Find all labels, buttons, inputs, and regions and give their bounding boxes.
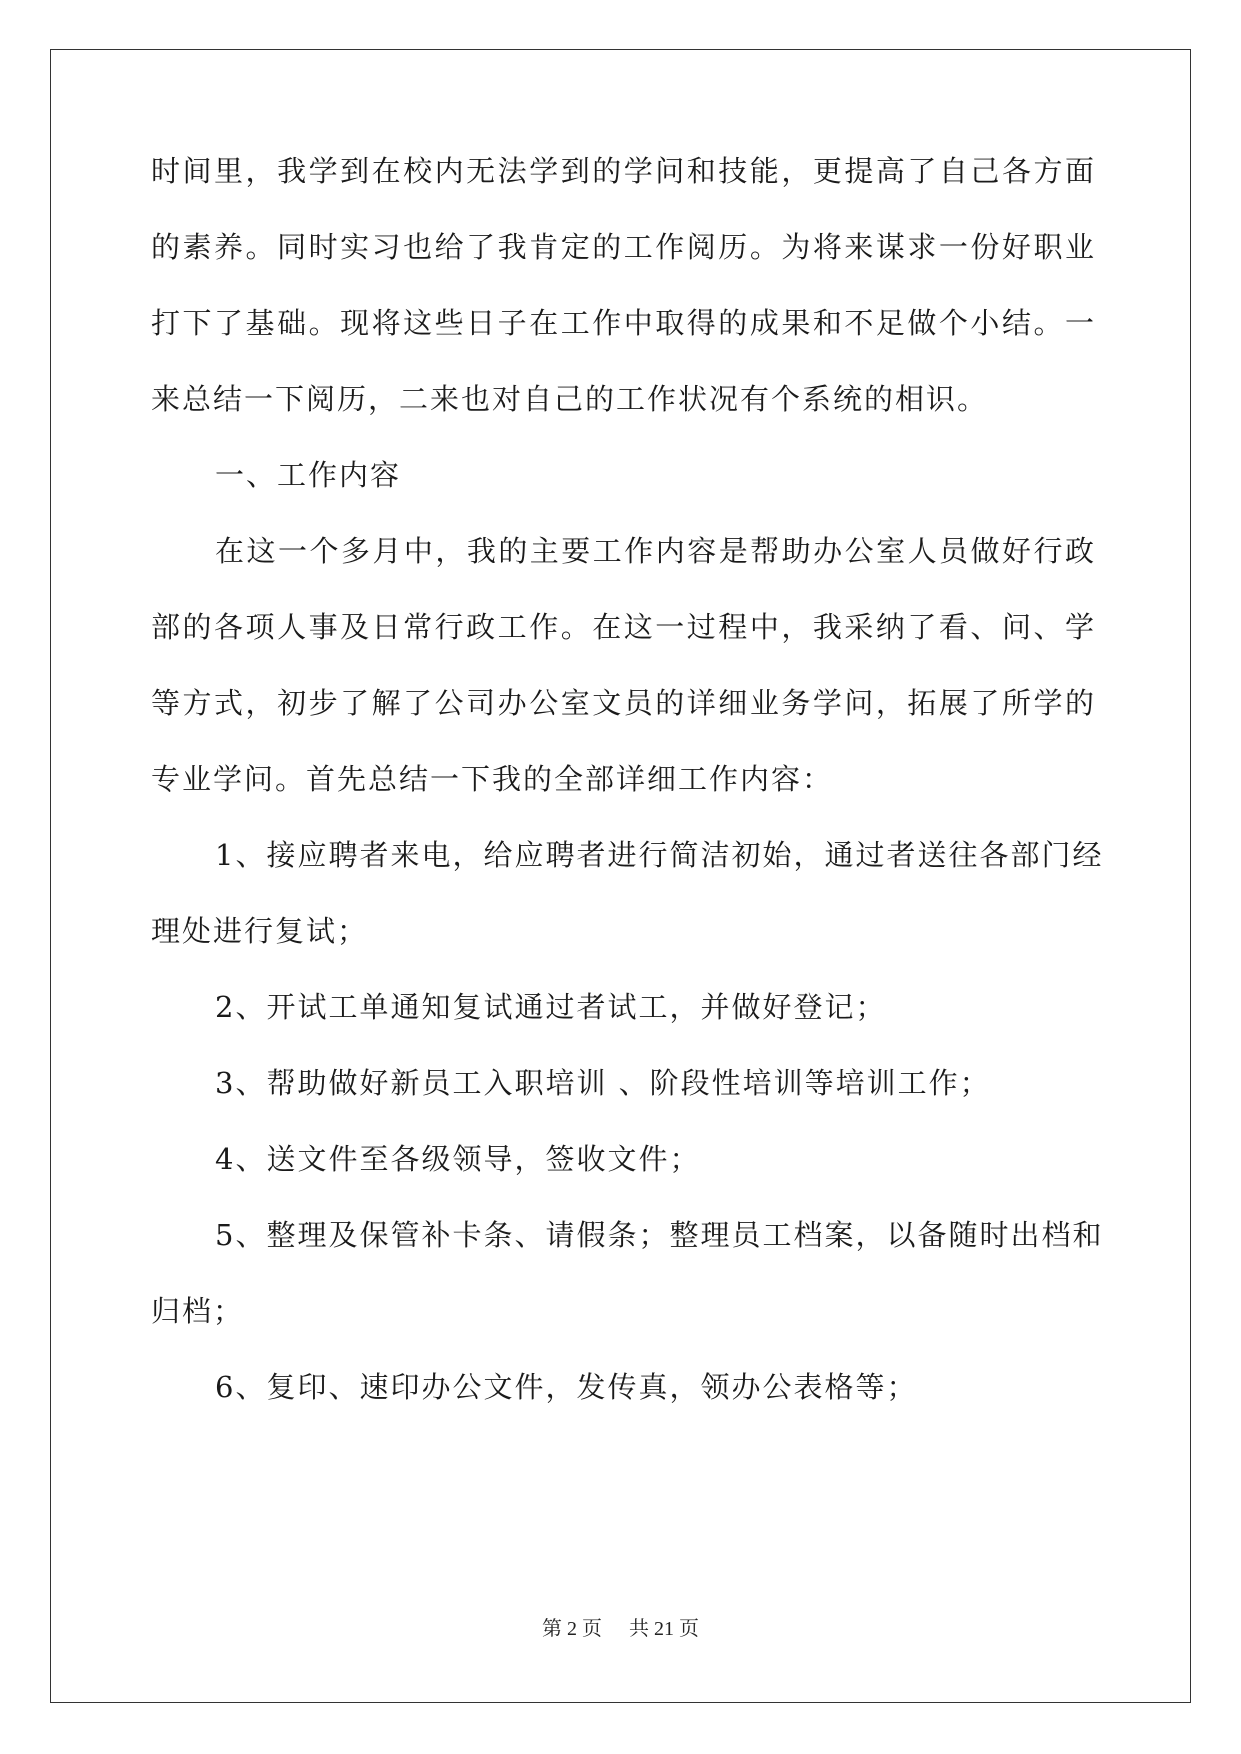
list-item-continuation: 理处进行复试； bbox=[151, 914, 369, 948]
body-paragraph-line: 打下了基础。现将这些日子在工作中取得的成果和不足做个小结。一 bbox=[151, 306, 1096, 340]
list-item: 5、整理及保管补卡条、请假条；整理员工档案，以备随时出档和 bbox=[215, 1218, 1104, 1252]
list-item: 4、送文件至各级领导，签收文件； bbox=[215, 1142, 701, 1176]
body-paragraph-line: 等方式，初步了解了公司办公室文员的详细业务学问，拓展了所学的 bbox=[151, 686, 1096, 720]
list-item: 2、开试工单通知复试通过者试工，并做好登记； bbox=[215, 990, 887, 1024]
list-item: 3、帮助做好新员工入职培训 、阶段性培训等培训工作； bbox=[215, 1066, 991, 1100]
list-item-continuation: 归档； bbox=[151, 1294, 245, 1328]
section-heading: 一、工作内容 bbox=[215, 458, 402, 492]
body-paragraph-line: 专业学问。首先总结一下我的全部详细工作内容： bbox=[151, 762, 834, 796]
body-paragraph-line: 的素养。同时实习也给了我肯定的工作阅历。为将来谋求一份好职业 bbox=[151, 230, 1096, 264]
list-item: 6、复印、速印办公文件，发传真，领办公表格等； bbox=[215, 1370, 918, 1404]
page-border bbox=[50, 49, 1191, 1703]
page-total: 共 21 页 bbox=[629, 1618, 699, 1640]
body-paragraph-line: 在这一个多月中，我的主要工作内容是帮助办公室人员做好行政 bbox=[215, 534, 1096, 568]
list-item: 1、接应聘者来电，给应聘者进行简洁初始，通过者送往各部门经 bbox=[215, 838, 1104, 872]
body-paragraph-line: 来总结一下阅历，二来也对自己的工作状况有个系统的相识。 bbox=[151, 382, 989, 416]
body-paragraph-line: 时间里，我学到在校内无法学到的学问和技能，更提高了自己各方面 bbox=[151, 154, 1096, 188]
body-paragraph-line: 部的各项人事及日常行政工作。在这一过程中，我采纳了看、问、学 bbox=[151, 610, 1096, 644]
page-footer bbox=[0, 1612, 1241, 1641]
page-number: 第 2 页 bbox=[542, 1618, 602, 1640]
